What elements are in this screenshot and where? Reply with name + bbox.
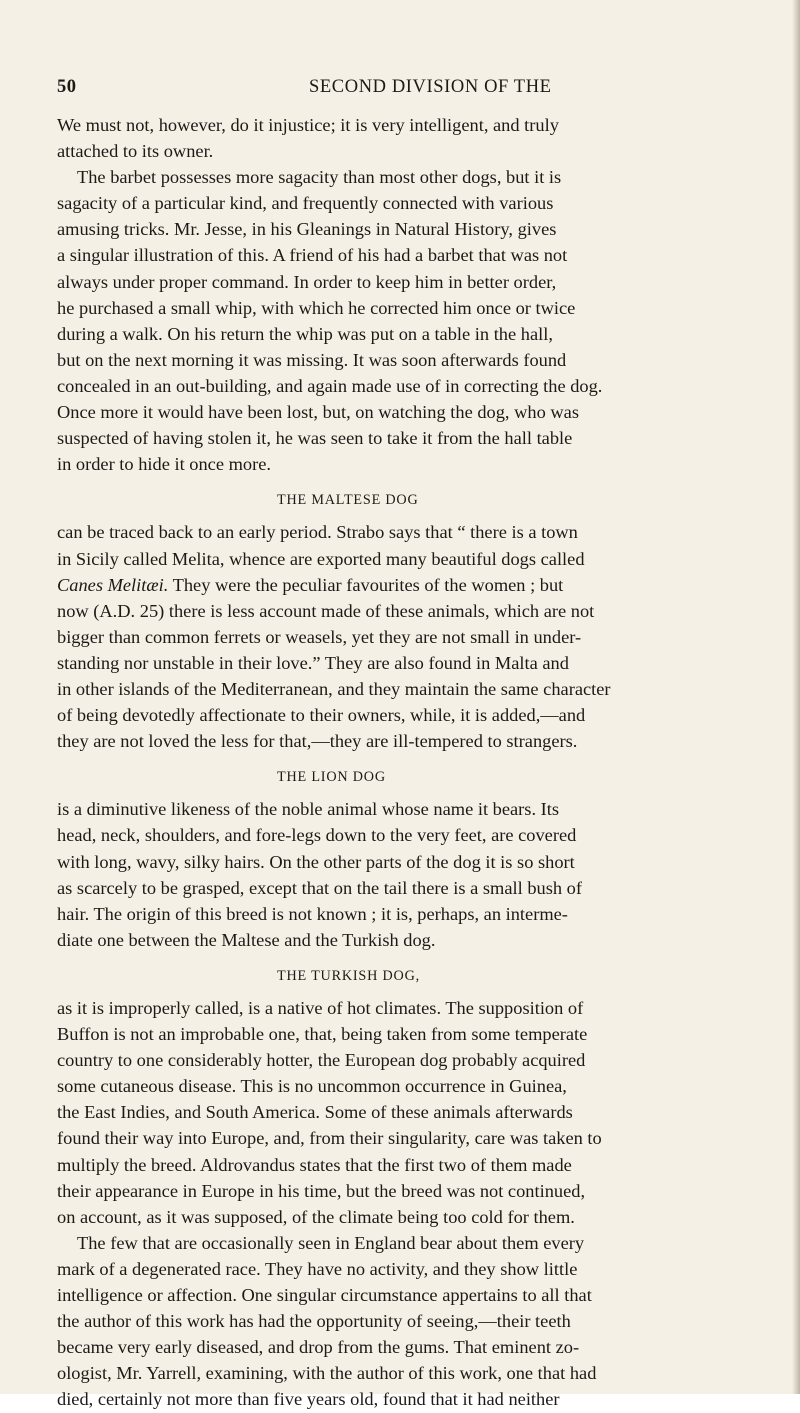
- text-line: The barbet possesses more sagacity than most other dogs, but it is: [77, 167, 562, 188]
- text-line: found their way into Europe, and, from their singularity, care was taken to: [57, 1128, 602, 1149]
- text-span: They were the peculiar favourites of the women ; but: [168, 574, 564, 595]
- text-line: they are not loved the less for that,—they are ill-tempered to strangers.: [57, 731, 578, 752]
- text-line: with long, wavy, silky hairs. On the other parts of the dog it is so short: [57, 851, 575, 872]
- maltese-paragraph: [57, 519, 793, 754]
- text-line: The few that are occasionally seen in England bear about them every: [77, 1232, 585, 1253]
- text-line: [57, 572, 793, 598]
- text-line: country to one considerably hotter, the European dog probably acquired: [57, 1050, 586, 1071]
- text-line: he purchased a small whip, with which he corrected him once or twice: [57, 297, 576, 318]
- text-line: standing nor unstable in their love.” They are also found in Malta and: [57, 652, 569, 673]
- text-line: their appearance in Europe in his time, but the breed was not continued,: [57, 1180, 586, 1201]
- section-heading-maltese-dog: THE MALTESE DOG: [277, 492, 419, 509]
- text-line: hair. The origin of this breed is not known ; it is, perhaps, an interme-: [57, 903, 568, 924]
- text-line: suspected of having stolen it, he was seen to take it from the hall table: [57, 428, 573, 449]
- text-line: in order to hide it once more.: [57, 454, 271, 475]
- text-line: ologist, Mr. Yarrell, examining, with the author of this work, one that had: [57, 1363, 597, 1384]
- text-line: concealed in an out-building, and again made use of in correcting the dog.: [57, 375, 603, 396]
- text-line: Buffon is not an improbable one, that, being taken from some temperate: [57, 1024, 588, 1045]
- text-line: Once more it would have been lost, but, on watching the dog, who was: [57, 402, 579, 423]
- text-line: the author of this work has had the opportunity of seeing,—their teeth: [57, 1311, 571, 1332]
- turkish-paragraph: [57, 995, 793, 1413]
- text-line: is a diminutive likeness of the noble animal whose name it bears. Its: [57, 799, 560, 820]
- text-line: amusing tricks. Mr. Jesse, in his Gleanings in Natural History, gives: [57, 219, 557, 240]
- lion-paragraph: [57, 796, 793, 953]
- text-line: head, neck, shoulders, and fore-legs down to the very feet, are covered: [57, 825, 577, 846]
- text-line: always under proper command. In order to keep him in better order,: [57, 271, 557, 292]
- text-line: can be traced back to an early period. Strabo says that “ there is a town: [57, 522, 578, 543]
- latin-name: Canes Melitæi.: [57, 574, 169, 595]
- text-line: became very early diseased, and drop from the gums. That eminent zo-: [57, 1337, 580, 1358]
- text-line: intelligence or affection. One singular circumstance appertains to all that: [57, 1285, 592, 1306]
- text-line: multiply the breed. Aldrovandus states that the first two of them made: [57, 1154, 572, 1175]
- text-line: a singular illustration of this. A friend of his had a barbet that was not: [57, 245, 568, 266]
- text-line: but on the next morning it was missing. It was soon afterwards found: [57, 349, 567, 370]
- text-line: sagacity of a particular kind, and frequently connected with various: [57, 193, 554, 214]
- text-line: mark of a degenerated race. They have no activity, and they show little: [57, 1258, 578, 1279]
- page-edge-shadow: [792, 0, 800, 1394]
- section-heading-turkish-dog: THE TURKISH DOG,: [277, 967, 420, 984]
- text-line: during a walk. On his return the whip was put on a table in the hall,: [57, 323, 553, 344]
- text-line: We must not, however, do it injustice; it is very intelligent, and truly: [57, 115, 559, 135]
- body-text: [57, 112, 793, 1413]
- text-line: as scarcely to be grasped, except that on the tail there is a small bush of: [57, 877, 582, 898]
- text-line: diate one between the Maltese and the Turkish dog.: [57, 929, 436, 950]
- running-head-title: SECOND DIVISION OF THE: [309, 77, 552, 97]
- text-line: in other islands of the Mediterranean, and they maintain the same character: [57, 678, 611, 699]
- text-line: as it is improperly called, is a native of hot climates. The supposition of: [57, 998, 584, 1018]
- text-line: the East Indies, and South America. Some of these animals afterwards: [57, 1102, 573, 1123]
- text-line: of being devotedly affectionate to their owners, while, it is added,—and: [57, 705, 586, 726]
- text-line: in Sicily called Melita, whence are exported many beautiful dogs called: [57, 548, 585, 569]
- text-line: some cutaneous disease. This is no uncommon occurrence in Guinea,: [57, 1076, 567, 1097]
- text-line: on account, as it was supposed, of the climate being too cold for them.: [57, 1206, 575, 1227]
- running-head: [57, 77, 793, 101]
- text-line: died, certainly not more than five years old, found that it had neither: [57, 1389, 560, 1410]
- text-line: bigger than common ferrets or weasels, yet they are not small in under-: [57, 626, 582, 647]
- section-heading-lion-dog: THE LION DOG: [277, 769, 386, 786]
- text-line: attached to its owner.: [57, 141, 214, 162]
- intro-paragraphs: [57, 112, 793, 477]
- page-number: 50: [57, 77, 77, 97]
- text-line: now (A.D. 25) there is less account made of these animals, which are not: [57, 600, 595, 621]
